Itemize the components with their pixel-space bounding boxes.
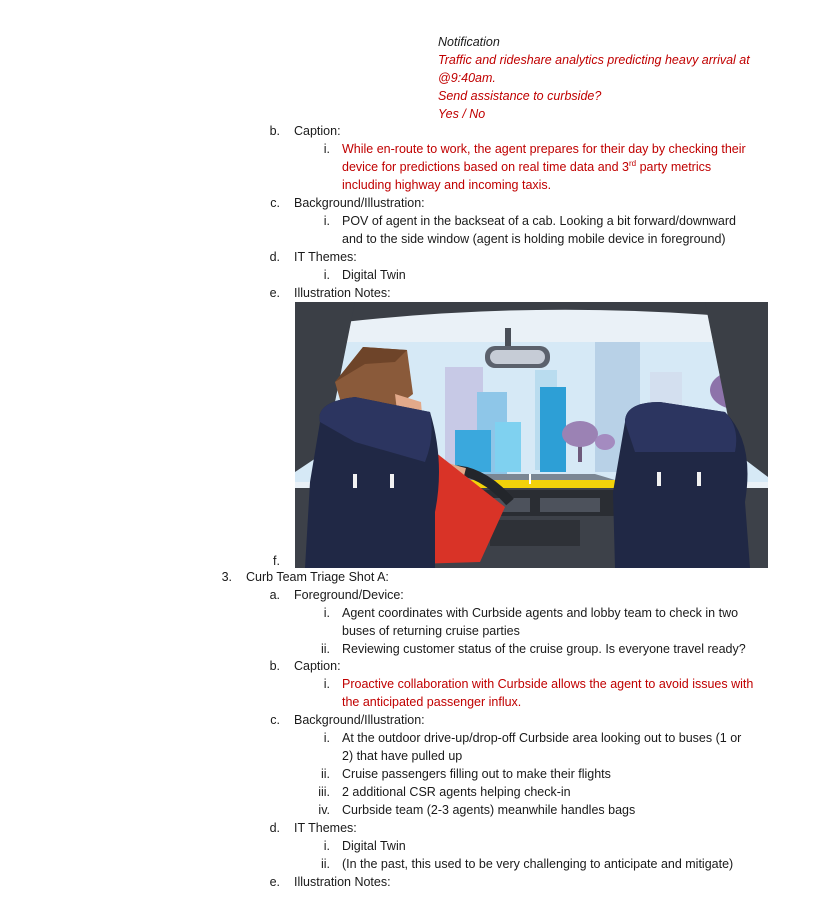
s3c-iv-marker: iv. <box>318 803 330 817</box>
foreground-device-label: Foreground/Device: <box>294 588 404 602</box>
s3a-i-line-2: buses of returning cruise parties <box>342 624 520 638</box>
s3c-iii-marker: iii. <box>318 785 330 799</box>
s3-item-e-marker: e. <box>269 875 280 889</box>
s3-item-d-marker: d. <box>269 821 280 835</box>
s3c-ii-marker: ii. <box>320 767 330 781</box>
notification-heading: Notification <box>438 35 500 49</box>
s3-item-c-marker: c. <box>270 713 280 727</box>
s3c-ii-line-1: Cruise passengers filling out to make their flights <box>342 767 611 781</box>
notification-line-3: Send assistance to curbside? <box>438 89 602 103</box>
notification-yes-no: Yes / No <box>438 107 486 121</box>
illustration-notes-label: Illustration Notes: <box>294 286 391 300</box>
section-3-title: Curb Team Triage Shot A: <box>246 570 389 584</box>
s3c-i-line-1: At the outdoor drive-up/drop-off Curbside area looking out to buses (1 or <box>342 731 742 745</box>
caption-text-line-3: including highway and incoming taxis. <box>342 178 552 192</box>
s3-item-b-marker: b. <box>269 659 280 673</box>
background-i-marker: i. <box>323 214 330 228</box>
item-e-marker: e. <box>269 286 280 300</box>
s3d-ii-marker: ii. <box>320 857 330 871</box>
s3d-i-line-1: Digital Twin <box>342 839 406 853</box>
it-themes-label: IT Themes: <box>294 250 357 264</box>
s3d-i-marker: i. <box>323 839 330 853</box>
item-d-marker: d. <box>269 250 280 264</box>
s3-illustration-notes-label: Illustration Notes: <box>294 875 391 889</box>
it-theme-digital-twin: Digital Twin <box>342 268 406 282</box>
notification-line-2: @9:40am. <box>438 71 496 85</box>
s3a-ii-marker: ii. <box>320 642 330 656</box>
s3c-iv-line-1: Curbside team (2-3 agents) meanwhile handles bags <box>342 803 636 817</box>
item-b-marker: b. <box>269 124 280 138</box>
background-text-line-2: and to the side window (agent is holding mobile device in foreground) <box>342 232 726 246</box>
caption-text-line-2: device for predictions based on real time data and 3rd party metrics <box>342 158 712 174</box>
background-label: Background/Illustration: <box>294 196 425 210</box>
notification-line-1: Traffic and rideshare analytics predicting heavy arrival at <box>438 53 750 67</box>
s3a-i-line-1: Agent coordinates with Curbside agents and lobby team to check in two <box>342 606 739 620</box>
item-f-marker: f. <box>273 554 280 568</box>
s3c-i-line-2: 2) that have pulled up <box>342 749 463 763</box>
s3c-i-marker: i. <box>323 731 330 745</box>
s3-caption-line-1: Proactive collaboration with Curbside allows the agent to avoid issues with <box>342 677 754 691</box>
s3-it-themes-label: IT Themes: <box>294 821 357 835</box>
section-3-marker: 3. <box>221 570 232 584</box>
caption-i-marker: i. <box>323 142 330 156</box>
s3-caption-line-2: the anticipated passenger influx. <box>342 695 522 709</box>
s3-caption-label: Caption: <box>294 659 341 673</box>
it-themes-i-marker: i. <box>323 268 330 282</box>
cab-pov-illustration <box>295 302 768 568</box>
s3b-i-marker: i. <box>323 677 330 691</box>
s3c-iii-line-1: 2 additional CSR agents helping check-in <box>342 785 571 799</box>
s3a-i-marker: i. <box>323 606 330 620</box>
s3-item-a-marker: a. <box>269 588 280 602</box>
s3d-ii-line-1: (In the past, this used to be very challenging to anticipate and mitigate) <box>342 857 734 871</box>
background-text-line-1: POV of agent in the backseat of a cab. Looking a bit forward/downward <box>342 214 736 228</box>
s3-background-label: Background/Illustration: <box>294 713 425 727</box>
caption-label: Caption: <box>294 124 341 138</box>
s3a-ii-line-1: Reviewing customer status of the cruise group. Is everyone travel ready? <box>342 642 746 656</box>
caption-text-line-1: While en-route to work, the agent prepares for their day by checking their <box>342 142 746 156</box>
item-c-marker: c. <box>270 196 280 210</box>
